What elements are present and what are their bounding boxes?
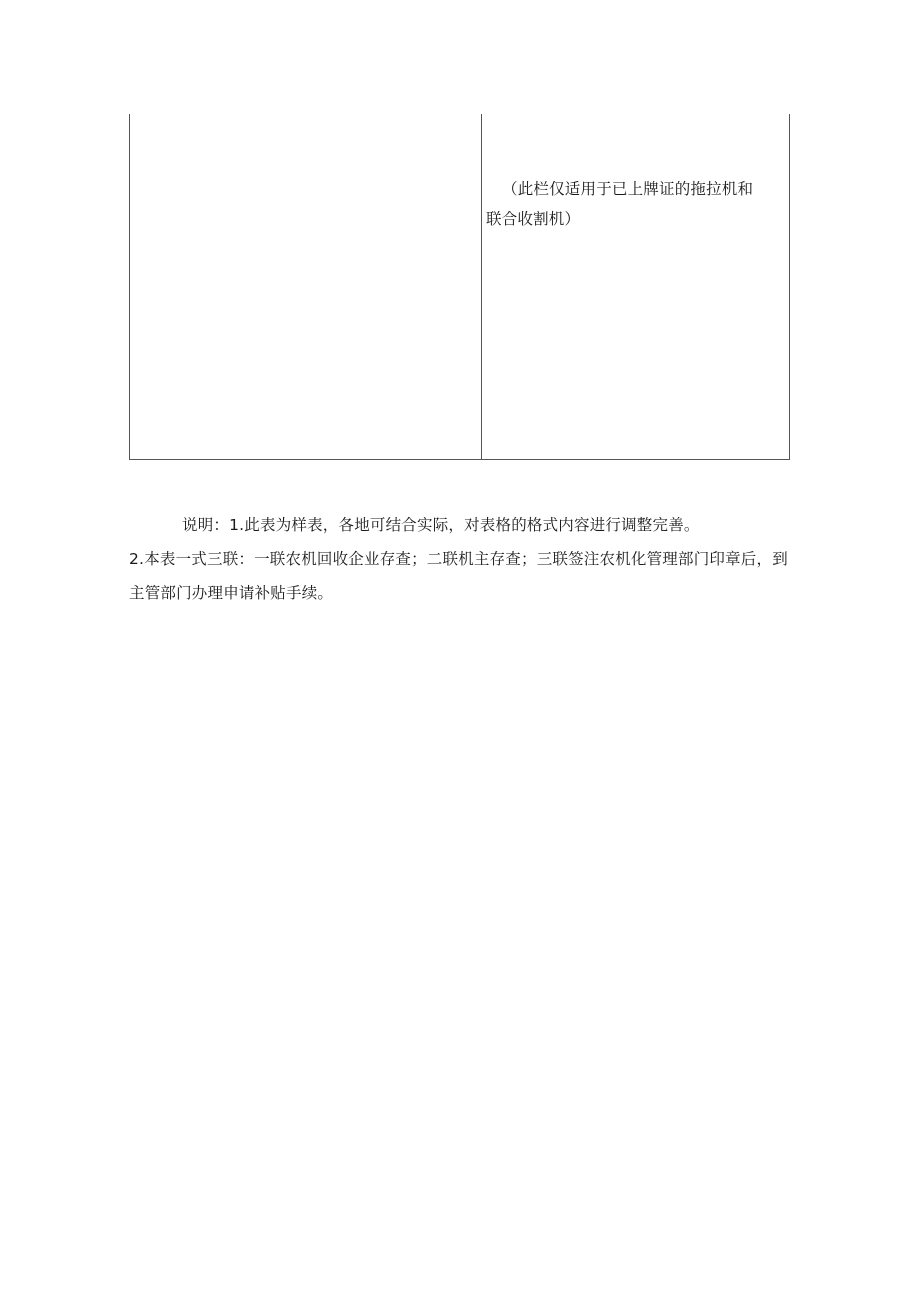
form-table-fragment [129,114,790,460]
table-cell-right [483,114,789,459]
note-item-2: 2.本表一式三联：一联农机回收企业存查；二联机主存查；三联签注农机化管理部门印章后，到主管部门办理申请补贴手续。 [129,550,788,602]
note-item-1: 说明：1.此表为样表，各地可结合实际，对表格的格式内容进行调整完善。 [182,516,700,534]
applicability-note: （此栏仅适用于已上牌证的拖拉机和联合收割机） [486,180,754,228]
table-cell-left [130,114,482,459]
explanation-notes [129,508,791,610]
